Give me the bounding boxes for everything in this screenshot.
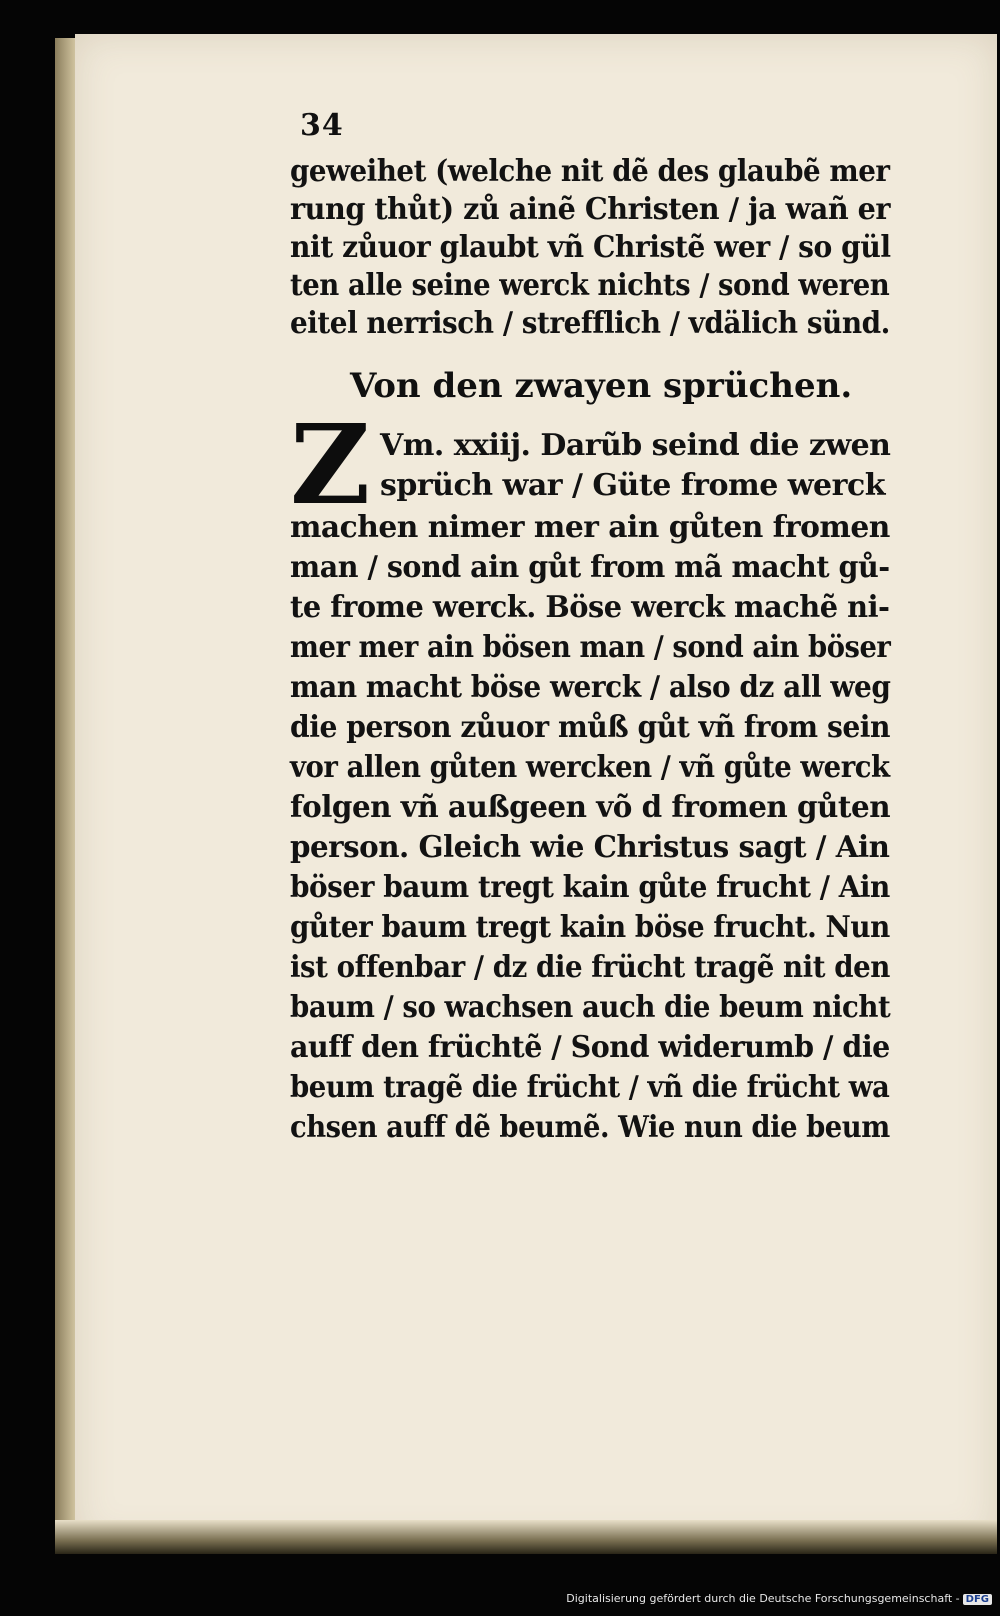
page-bottom-edge [55,1520,997,1554]
page-number: 34 [300,108,344,143]
digitization-credit [566,1592,992,1605]
text-line: man macht böse werck / also dz all weg [290,670,891,705]
text-line: gůter baum tregt kain böse frucht. Nun [290,910,890,945]
text-line: ist offenbar / dz die frücht tragẽ nit den [290,950,890,985]
text-line: sprüch war / Güte frome werck [380,468,886,503]
text-line: mer mer ain bösen man / sond ain böser [290,630,891,665]
text-line: auff den früchtẽ / Sond widerumb / die [290,1030,890,1065]
text-line: beum tragẽ die frücht / vñ die frücht wa [290,1070,890,1105]
dfg-logo: DFG [963,1594,992,1605]
text-line: machen nimer mer ain gůten fromen [290,510,890,545]
text-line: eitel nerrisch / strefflich / vdälich sünd. [290,306,890,341]
text-line: vor allen gůten wercken / vñ gůte werck [290,750,890,785]
text-line: böser baum tregt kain gůte frucht / Ain [290,870,890,905]
credit-text: Digitalisierung gefördert durch die Deutsche Forschungsgemeinschaft - [566,1592,960,1605]
text-line: geweihet (welche nit dẽ des glaubẽ mer [290,154,890,189]
text-line: chsen auff dẽ beumẽ. Wie nun die beum [290,1110,890,1145]
text-line: Vm. xxiij. Darũb seind die zwen [380,428,891,463]
text-line: te frome werck. Böse werck machẽ ni- [290,590,890,625]
initial-letter: Z [290,400,371,529]
text-line: nit zůuor glaubt vñ Christẽ wer / so gül [290,230,891,265]
text-line: man / sond ain gůt from mã macht gů- [290,550,890,585]
text-line: die person zůuor můß gůt vñ from sein [290,710,891,745]
text-line: person. Gleich wie Christus sagt / Ain [290,830,890,865]
text-line: rung thůt) zů ainẽ Christen / ja wañ er [290,192,891,227]
text-line: ten alle seine werck nichts / sond weren [290,268,890,303]
text-line: baum / so wachsen auch die beum nicht [290,990,891,1025]
text-line: folgen vñ außgeen võ d fromen gůten [290,790,891,825]
section-heading: Von den zwayen sprüchen. [350,366,853,406]
